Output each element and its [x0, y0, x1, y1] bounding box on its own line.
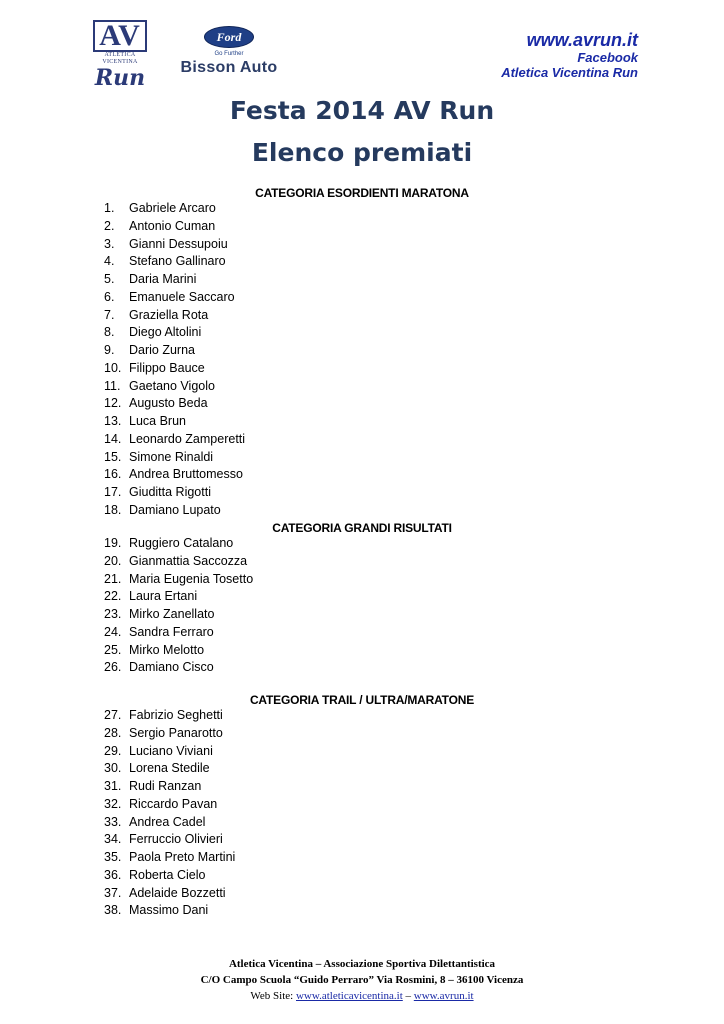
category-heading-trail: CATEGORIA TRAIL / ULTRA/MARATONE: [249, 693, 475, 707]
page-subtitle: Elenco premiati: [251, 138, 473, 167]
award-number: 9.: [104, 343, 115, 357]
award-number: 28.: [104, 725, 122, 740]
list-item: [104, 236, 245, 254]
ford-tagline: Go Further: [214, 51, 244, 57]
footer-websites: [0, 990, 724, 1002]
award-winner-name: Daria Marini: [129, 272, 197, 286]
av-logo-subtitle: ATLETICA VICENTINA: [102, 52, 138, 65]
av-logo-run: Run: [94, 65, 146, 91]
list-item: [104, 796, 235, 814]
award-winner-name: Mirko Zanellato: [129, 607, 215, 621]
award-number: 30.: [104, 761, 122, 776]
award-winner-name: Fabrizio Seghetti: [129, 708, 223, 722]
contact-block: [501, 30, 638, 80]
award-number: 4.: [104, 254, 115, 269]
footer-association: [0, 958, 724, 970]
award-winner-name: Sandra Ferraro: [129, 624, 214, 639]
list-item: [104, 200, 245, 218]
av-run-logo: [88, 19, 152, 91]
award-winner-name: Stefano Gallinaro: [129, 254, 226, 269]
award-number: 2.: [104, 218, 115, 233]
award-winner-name: Adelaide Bozzetti: [129, 885, 226, 900]
list-item: [104, 778, 235, 796]
list-item: [104, 271, 245, 289]
award-winner-name: Emanuele Saccaro: [129, 289, 235, 304]
award-winner-name: Luca Brun: [129, 414, 186, 428]
footer-link-atleticavicentina[interactable]: www.atleticavicentina.it: [295, 990, 403, 1002]
award-winner-name: Gianmattia Saccozza: [129, 553, 248, 568]
award-number: 13.: [104, 414, 122, 428]
award-winner-name: Augusto Beda: [129, 396, 208, 411]
list-item: [104, 624, 253, 642]
facebook-page-name: Atletica Vicentina Run: [501, 65, 638, 80]
award-winner-name: Andrea Cadel: [129, 814, 206, 829]
footer-line2: C/O Campo Scuola “Guido Perraro” Via Rosmini, 8 – 36100 Vicenza: [200, 974, 524, 986]
list-item: [104, 571, 253, 589]
list-item: [104, 831, 235, 849]
award-list-esordienti: [104, 200, 245, 520]
list-item: [104, 606, 253, 624]
award-number: 26.: [104, 660, 122, 675]
award-number: 21.: [104, 571, 122, 586]
award-winner-name: Damiano Cisco: [129, 660, 214, 675]
award-number: 16.: [104, 467, 122, 482]
award-winner-name: Mirko Melotto: [129, 642, 205, 657]
award-number: 35.: [104, 850, 122, 864]
award-number: 34.: [104, 832, 122, 847]
award-number: 7.: [104, 307, 115, 322]
list-item: [104, 307, 245, 325]
list-item: [104, 659, 253, 677]
award-winner-name: Ruggiero Catalano: [129, 536, 234, 550]
award-winner-name: Laura Ertani: [129, 589, 198, 604]
list-item: [104, 642, 253, 660]
sponsor-name: Bisson Auto: [180, 59, 278, 76]
award-winner-name: Simone Rinaldi: [129, 449, 214, 464]
award-winner-name: Lorena Stedile: [129, 761, 210, 776]
award-number: 1.: [104, 201, 115, 215]
list-item: [104, 289, 245, 307]
award-number: 27.: [104, 708, 122, 722]
award-number: 3.: [104, 236, 115, 251]
list-item: [104, 378, 245, 396]
award-number: 19.: [104, 536, 122, 550]
award-number: 17.: [104, 485, 122, 499]
footer-separator: –: [405, 990, 412, 1002]
award-number: 25.: [104, 642, 122, 657]
award-number: 12.: [104, 396, 122, 411]
award-winner-name: Giuditta Rigotti: [129, 485, 211, 499]
av-logo-letters: AV: [93, 20, 146, 52]
award-winner-name: Massimo Dani: [129, 903, 209, 918]
list-item: [104, 413, 245, 431]
list-item: [104, 885, 235, 903]
list-item: [104, 484, 245, 502]
list-item: [104, 360, 245, 378]
sponsor-logo: [172, 26, 286, 77]
footer-web-label: Web Site:: [250, 990, 294, 1002]
list-item: [104, 849, 235, 867]
facebook-label: Facebook: [577, 50, 638, 65]
list-item: [104, 324, 245, 342]
award-number: 18.: [104, 502, 122, 517]
list-item: [104, 867, 235, 885]
award-number: 31.: [104, 779, 122, 793]
award-winner-name: Dario Zurna: [129, 343, 195, 357]
award-number: 29.: [104, 743, 122, 758]
award-winner-name: Andrea Bruttomesso: [129, 467, 243, 482]
award-number: 14.: [104, 431, 122, 446]
award-winner-name: Roberta Cielo: [129, 867, 206, 882]
list-item: [104, 395, 245, 413]
list-item: [104, 902, 235, 920]
award-number: 5.: [104, 272, 115, 286]
list-item: [104, 814, 235, 832]
list-item: [104, 218, 245, 236]
list-item: [104, 725, 235, 743]
award-number: 38.: [104, 903, 122, 918]
award-winner-name: Filippo Bauce: [129, 360, 205, 375]
award-winner-name: Diego Altolini: [129, 325, 202, 340]
award-winner-name: Leonardo Zamperetti: [129, 431, 246, 446]
website-link[interactable]: www.avrun.it: [526, 30, 638, 50]
award-number: 8.: [104, 325, 115, 340]
list-item: [104, 743, 235, 761]
award-winner-name: Sergio Panarotto: [129, 725, 223, 740]
award-number: 23.: [104, 607, 122, 621]
award-number: 10.: [104, 360, 122, 375]
award-winner-name: Rudi Ranzan: [129, 779, 202, 793]
award-number: 37.: [104, 885, 122, 900]
award-number: 36.: [104, 867, 122, 882]
category-heading-grandi-risultati: CATEGORIA GRANDI RISULTATI: [272, 521, 452, 535]
award-winner-name: Gaetano Vigolo: [129, 378, 215, 393]
award-winner-name: Gabriele Arcaro: [129, 201, 216, 215]
list-item: [104, 760, 235, 778]
category-heading-esordienti: CATEGORIA ESORDIENTI MARATONA: [255, 186, 469, 200]
award-winner-name: Gianni Dessupoiu: [129, 236, 228, 251]
list-item: [104, 253, 245, 271]
award-number: 32.: [104, 796, 122, 811]
footer-address: [0, 974, 724, 986]
award-number: 6.: [104, 289, 115, 304]
award-number: 24.: [104, 624, 122, 639]
list-item: [104, 431, 245, 449]
award-number: 20.: [104, 553, 122, 568]
footer-line1: Atletica Vicentina – Associazione Sportiva Dilettantistica: [228, 958, 496, 970]
award-winner-name: Ferruccio Olivieri: [129, 832, 223, 847]
award-winner-name: Graziella Rota: [129, 307, 209, 322]
award-winner-name: Maria Eugenia Tosetto: [129, 571, 254, 586]
list-item: [104, 342, 245, 360]
award-number: 33.: [104, 814, 122, 829]
list-item: [104, 449, 245, 467]
award-list-trail: [104, 707, 235, 920]
award-number: 15.: [104, 449, 122, 464]
list-item: [104, 466, 245, 484]
award-winner-name: Damiano Lupato: [129, 502, 221, 517]
footer-link-avrun[interactable]: www.avrun.it: [413, 990, 474, 1002]
award-winner-name: Antonio Cuman: [129, 218, 216, 233]
award-number: 11.: [104, 378, 121, 393]
award-number: 22.: [104, 589, 122, 604]
award-winner-name: Riccardo Pavan: [129, 796, 218, 811]
list-item: [104, 553, 253, 571]
ford-oval-logo: Ford: [204, 26, 254, 48]
list-item: [104, 588, 253, 606]
award-winner-name: Paola Preto Martini: [129, 850, 236, 864]
award-winner-name: Luciano Viviani: [129, 743, 213, 758]
award-list-grandi-risultati: [104, 535, 253, 677]
list-item: [104, 535, 253, 553]
list-item: [104, 502, 245, 520]
page-title: Festa 2014 AV Run: [229, 96, 495, 125]
list-item: [104, 707, 235, 725]
